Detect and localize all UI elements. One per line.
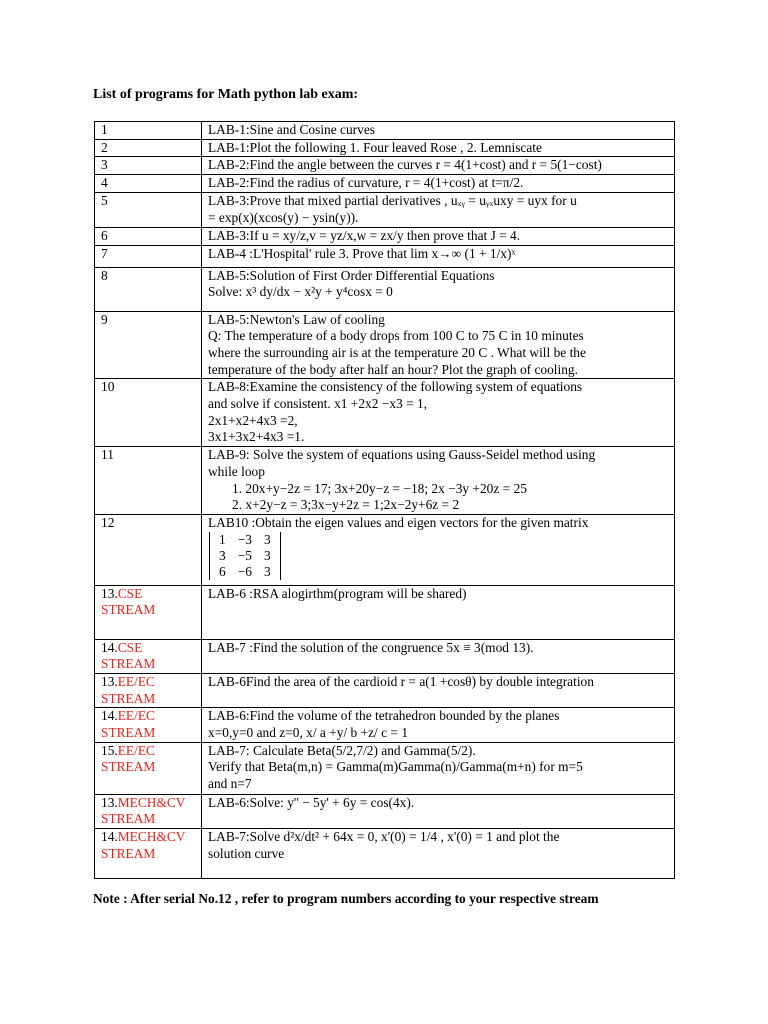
stream-label: EE/EC STREAM: [101, 708, 156, 741]
serial-number: 15.: [101, 742, 118, 758]
table-row: [95, 639, 675, 673]
table-row: [95, 794, 675, 828]
description-line: LAB-2:Find the radius of curvature, r = 4(1+cost) at t=π/2.: [208, 175, 524, 191]
serial-number: 8: [101, 267, 108, 283]
table-row: [95, 192, 675, 227]
table-row: [95, 742, 675, 794]
serial-number: 14.: [101, 708, 118, 724]
program-description-cell: [202, 639, 675, 673]
matrix-entry: 3: [219, 547, 226, 563]
table-row: [95, 227, 675, 245]
table-row: [95, 708, 675, 742]
description-line: while loop: [208, 463, 265, 479]
program-description-cell: [202, 157, 675, 175]
description-line: x=0,y=0 and z=0, x/ a +y/ b +z/ c = 1: [208, 725, 409, 741]
program-description-cell: [202, 742, 675, 794]
description-line: 2x1+x2+4x3 =2,: [208, 412, 298, 428]
program-description-cell: [202, 379, 675, 447]
programs-table: [94, 121, 675, 879]
program-description-cell: [202, 829, 675, 879]
serial-number-cell: [95, 585, 202, 639]
program-description-cell: [202, 192, 675, 227]
document-title: List of programs for Math python lab exam:: [93, 87, 359, 102]
description-line: = exp(x)(xcos(y) − ysin(y)).: [208, 209, 359, 225]
serial-number: 1: [101, 122, 108, 137]
program-description-cell: [202, 673, 675, 707]
serial-number: 7: [101, 245, 108, 261]
table-row: [95, 139, 675, 157]
matrix-entry: −3: [237, 531, 252, 547]
description-line: LAB-6 :RSA alogirthm(program will be shared): [208, 585, 467, 601]
serial-number-cell: [95, 515, 202, 585]
description-line: LAB-1:Sine and Cosine curves: [208, 122, 375, 137]
table-row: [95, 829, 675, 879]
serial-number: 14.: [101, 639, 118, 655]
description-line: LAB-3:If u = xy/z,v = yz/x,w = zx/y then prove that J = 4.: [208, 227, 521, 243]
table-row: [95, 673, 675, 707]
table-row: [95, 122, 675, 140]
serial-number-cell: [95, 742, 202, 794]
serial-number-cell: [95, 122, 202, 140]
description-line: solution curve: [208, 845, 285, 861]
table-row: [95, 447, 675, 515]
matrix-entry: −5: [237, 547, 252, 563]
description-line: LAB-5:Newton's Law of cooling: [208, 311, 385, 327]
serial-number-cell: [95, 639, 202, 673]
description-line: LAB-7:Solve d²x/dt² + 64x = 0, x'(0) = 1/4 , x'(0) = 1 and plot the: [208, 829, 560, 845]
stream-label: CSE STREAM: [101, 639, 156, 672]
matrix-entry: −6: [237, 563, 252, 579]
serial-number: 9: [101, 311, 108, 327]
serial-number-cell: [95, 157, 202, 175]
serial-number: 3: [101, 157, 108, 173]
table-row: [95, 245, 675, 267]
program-description-cell: [202, 311, 675, 379]
description-line: Solve: x³ dy/dx − x²y + y⁴cosx = 0: [208, 284, 393, 300]
serial-number: 6: [101, 227, 108, 243]
program-description-cell: [202, 227, 675, 245]
serial-number-cell: [95, 829, 202, 879]
table-row: [95, 585, 675, 639]
description-line: Verify that Beta(m,n) = Gamma(m)Gamma(n)/Gamma(m+n) for m=5: [208, 759, 583, 775]
table-row: [95, 515, 675, 585]
program-description-cell: [202, 708, 675, 742]
stream-label: MECH&CV STREAM: [101, 829, 186, 861]
description-line: Q: The temperature of a body drops from 100 C to 75 C in 10 minutes: [208, 328, 584, 344]
description-line: LAB-5:Solution of First Order Differential Equations: [208, 267, 495, 283]
serial-number-cell: [95, 311, 202, 379]
program-description-cell: [202, 794, 675, 828]
description-line: LAB-9: Solve the system of equations using Gauss-Seidel method using: [208, 447, 596, 463]
table-row: [95, 311, 675, 379]
table-row: [95, 157, 675, 175]
serial-number: 13.: [101, 794, 118, 810]
serial-number: 12: [101, 515, 115, 531]
footnote: Note : After serial No.12 , refer to program numbers according to your respective stream: [93, 891, 599, 906]
description-line: LAB10 :Obtain the eigen values and eigen vectors for the given matrix: [208, 515, 589, 531]
description-line: and n=7: [208, 776, 252, 792]
stream-label: MECH&CV STREAM: [101, 794, 186, 827]
description-line: LAB-6:Find the volume of the tetrahedron bounded by the planes: [208, 708, 560, 724]
program-description-cell: [202, 245, 675, 267]
serial-number-cell: [95, 447, 202, 515]
description-line: LAB-7 :Find the solution of the congruence 5x ≡ 3(mod 13).: [208, 639, 534, 655]
program-description-cell: [202, 515, 675, 585]
stream-label: CSE STREAM: [101, 585, 156, 618]
serial-number: 10: [101, 379, 115, 395]
description-line: and solve if consistent. x1 +2x2 −x3 = 1,: [208, 396, 428, 412]
serial-number: 11: [101, 447, 114, 463]
program-description-cell: [202, 267, 675, 311]
serial-number-cell: [95, 794, 202, 828]
program-description-cell: [202, 447, 675, 515]
serial-number-cell: [95, 708, 202, 742]
matrix: [209, 532, 281, 580]
description-line: where the surrounding air is at the temperature 20 C . What will be the: [208, 344, 586, 360]
serial-number: 13.: [101, 585, 118, 601]
stream-label: EE/EC STREAM: [101, 742, 156, 775]
serial-number: 4: [101, 175, 108, 191]
serial-number-cell: [95, 175, 202, 193]
serial-number-cell: [95, 139, 202, 157]
description-line: LAB-6Find the area of the cardioid r = a(1 +cosθ) by double integration: [208, 673, 594, 689]
matrix-entry: 1: [219, 531, 226, 547]
serial-number: 13.: [101, 673, 118, 689]
serial-number-cell: [95, 192, 202, 227]
matrix-entry: 3: [263, 563, 271, 579]
description-line: LAB-1:Plot the following 1. Four leaved Rose , 2. Lemniscate: [208, 139, 542, 155]
description-line: 2. x+2y−z = 3;3x−y+2z = 1;2x−2y+6z = 2: [232, 497, 460, 513]
stream-label: EE/EC STREAM: [101, 673, 156, 706]
description-line: 1. 20x+y−2z = 17; 3x+20y−z = −18; 2x −3y +20z = 25: [232, 480, 527, 496]
program-description-cell: [202, 122, 675, 140]
serial-number: 5: [101, 192, 108, 208]
program-description-cell: [202, 175, 675, 193]
serial-number-cell: [95, 267, 202, 311]
table-row: [95, 175, 675, 193]
table-row: [95, 267, 675, 311]
description-line: 3x1+3x2+4x3 =1.: [208, 429, 305, 445]
description-line: LAB-2:Find the angle between the curves r = 4(1+cost) and r = 5(1−cost): [208, 157, 602, 173]
matrix-entry: 3: [263, 531, 271, 547]
description-line: LAB-6:Solve: y'' − 5y' + 6y = cos(4x).: [208, 794, 415, 810]
serial-number-cell: [95, 245, 202, 267]
serial-number: 2: [101, 139, 108, 155]
description-line: LAB-8:Examine the consistency of the following system of equations: [208, 379, 583, 395]
table-row: [95, 379, 675, 447]
matrix-entry: 6: [219, 563, 226, 579]
serial-number: 14.: [101, 829, 118, 845]
description-line: LAB-4 :L'Hospital' rule 3. Prove that lim x→∞ (1 + 1/x)ˣ: [208, 245, 516, 261]
program-description-cell: [202, 585, 675, 639]
matrix-entry: 3: [263, 547, 271, 563]
description-line: LAB-3:Prove that mixed partial derivatives , uₓᵧ = uᵧₓuxy = uyx for u: [208, 192, 577, 208]
serial-number-cell: [95, 227, 202, 245]
serial-number-cell: [95, 673, 202, 707]
description-line: temperature of the body after half an hour? Plot the graph of cooling.: [208, 361, 578, 377]
serial-number-cell: [95, 379, 202, 447]
program-description-cell: [202, 139, 675, 157]
description-line: LAB-7: Calculate Beta(5/2,7/2) and Gamma(5/2).: [208, 742, 476, 758]
